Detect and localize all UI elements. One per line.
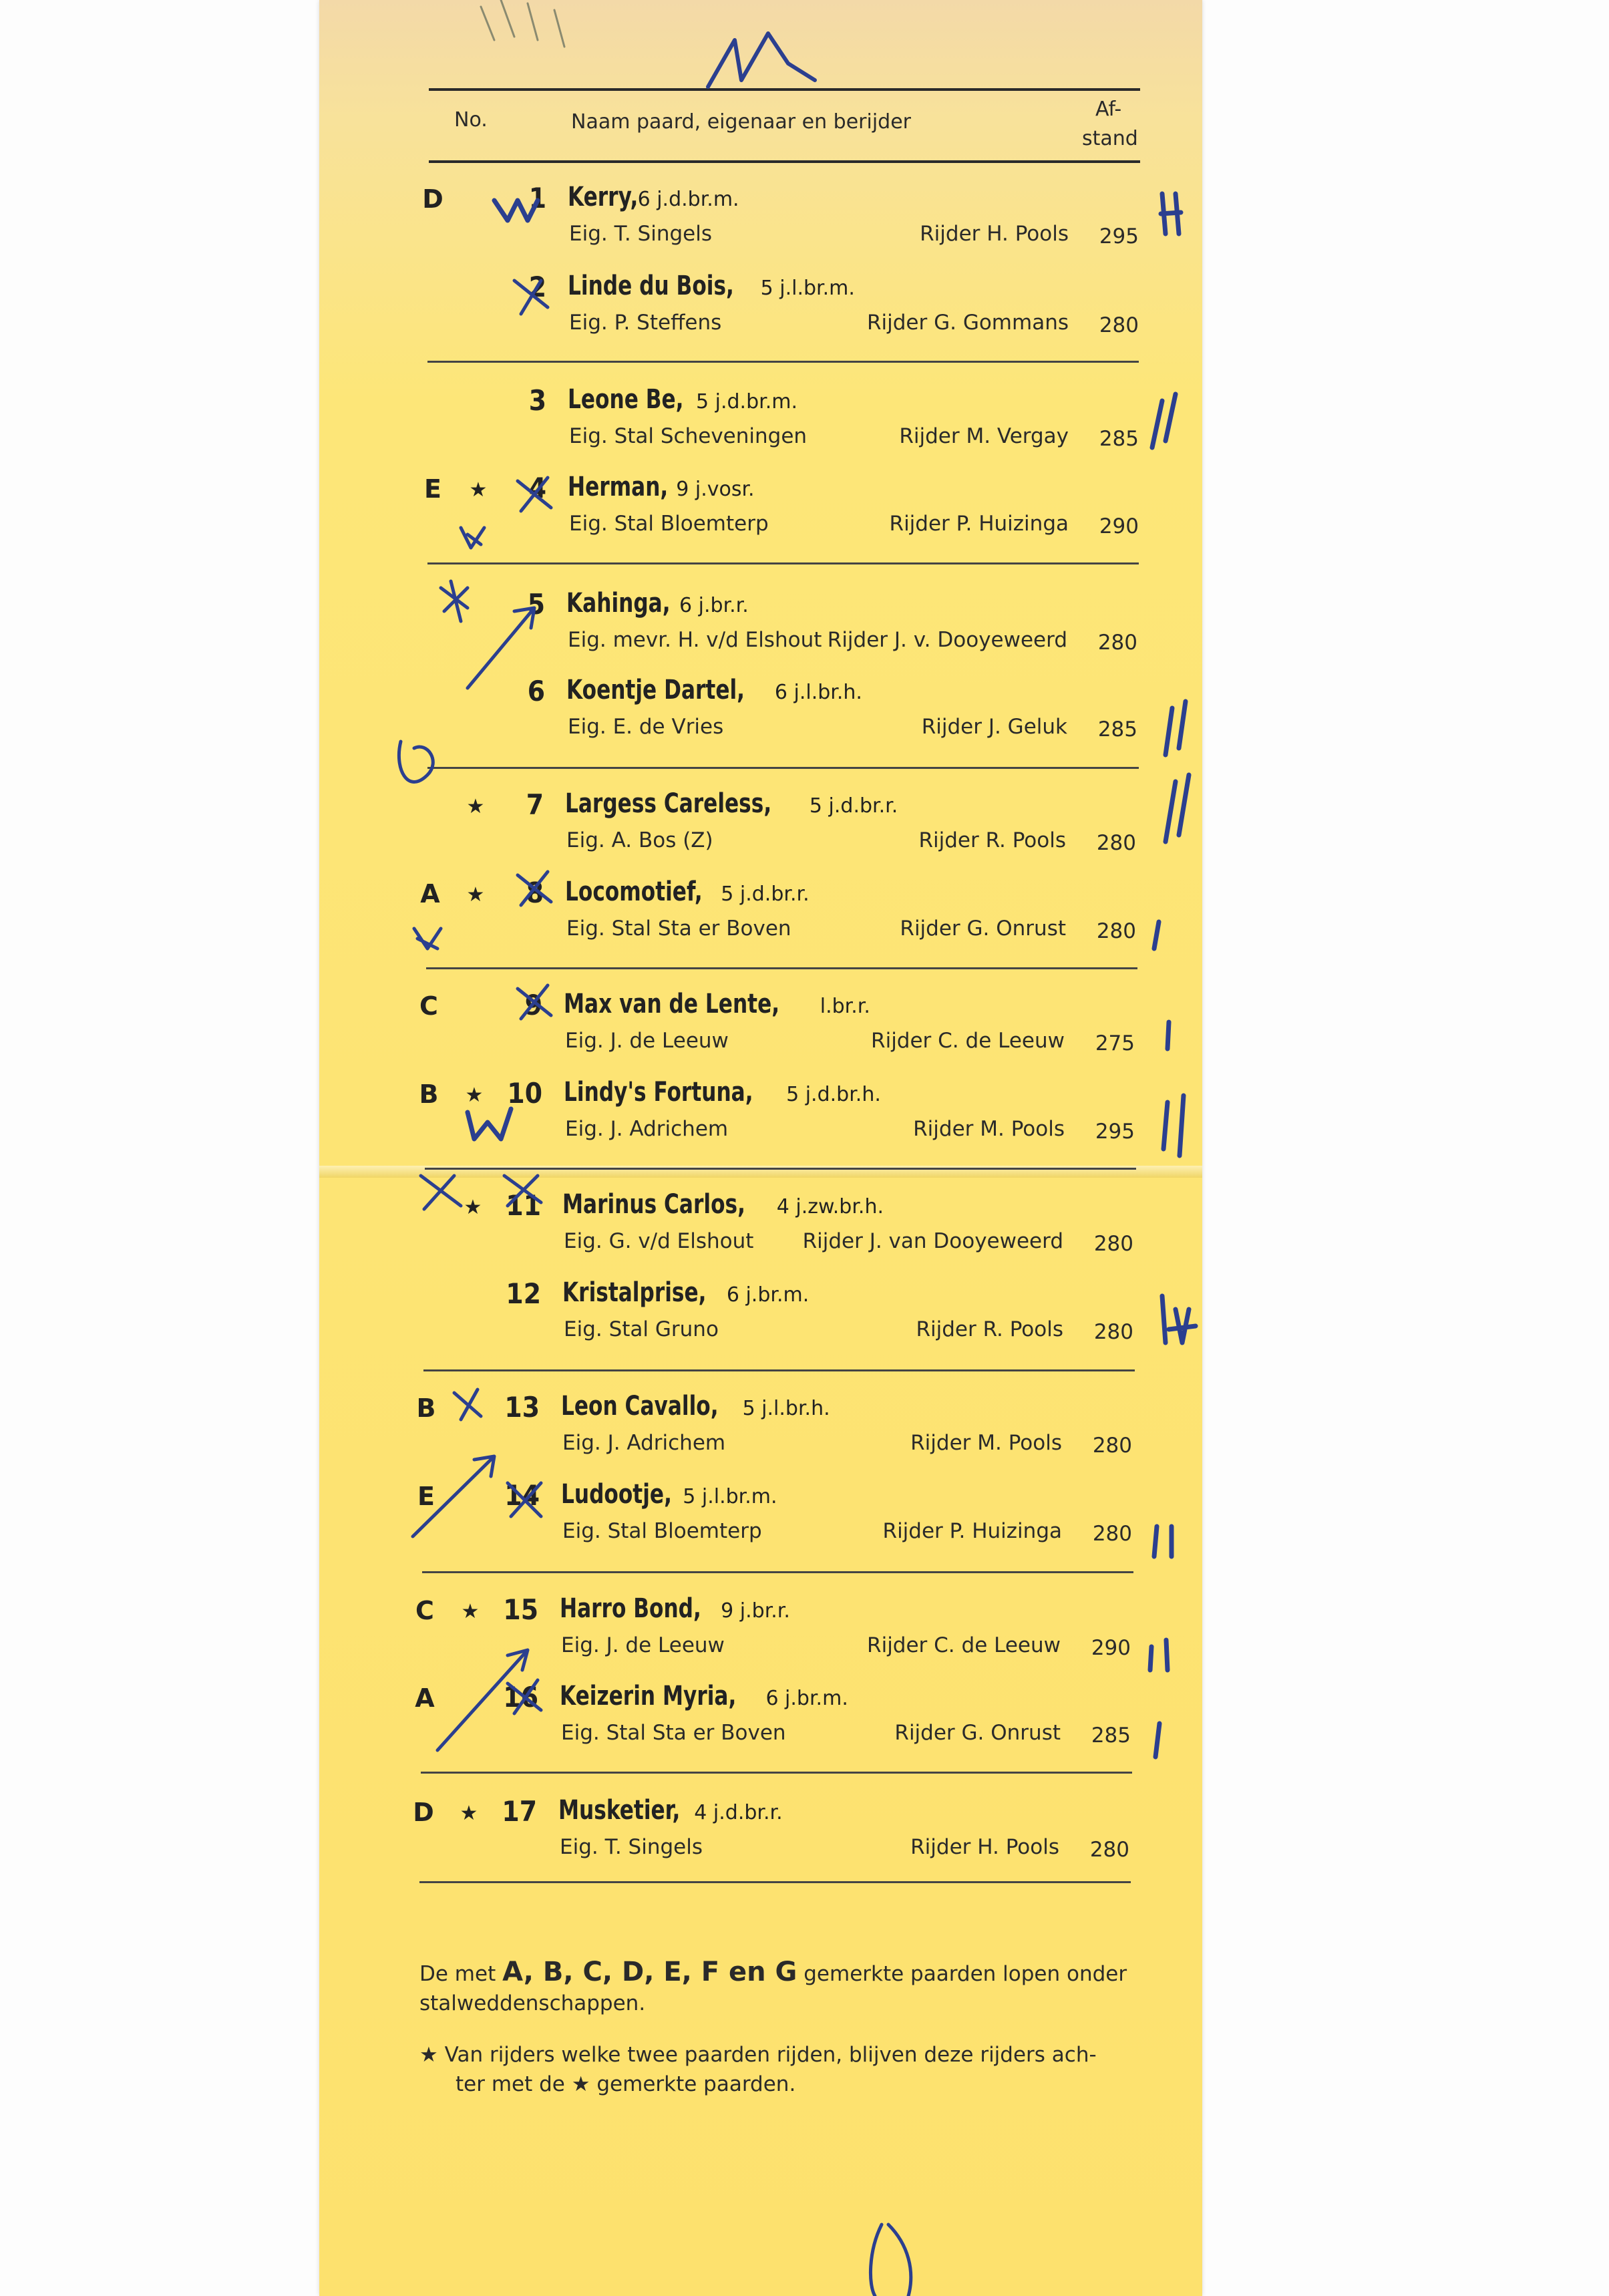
horse-name: Keizerin Myria,	[560, 1681, 737, 1711]
rider: Rijder J. Geluk	[921, 715, 1067, 739]
horse-description: 5 j.l.br.h.	[742, 1397, 830, 1420]
horse-description: 6 j.br.r.	[679, 594, 749, 617]
horse-name: Lindy's Fortuna,	[564, 1077, 753, 1108]
owner: Eig. T. Singels	[560, 1835, 703, 1859]
horse-name: Marinus Carlos,	[562, 1189, 745, 1220]
rider: Rijder C. de Leeuw	[871, 1029, 1065, 1053]
stable-letter: B	[419, 1080, 439, 1109]
horse-description: 5 j.d.br.m.	[696, 390, 797, 414]
footnote-text: gemerkte paarden.	[596, 2072, 796, 2096]
horse-number: 10	[507, 1077, 542, 1110]
header-col-distance-line1: Af-	[1095, 98, 1122, 121]
star-marker: ★	[466, 883, 485, 907]
horse-description: 9 j.vosr.	[676, 478, 755, 501]
rider: Rijder M. Pools	[910, 1431, 1062, 1455]
distance: 295	[1095, 1120, 1135, 1144]
horse-number: 11	[506, 1189, 541, 1222]
horse-name: Largess Careless,	[565, 788, 772, 819]
horse-number: 14	[504, 1479, 540, 1512]
rider: Rijder R. Pools	[916, 1317, 1063, 1341]
stable-letter: A	[420, 879, 440, 909]
horse-description: 6 j.br.m.	[726, 1283, 810, 1307]
horse-name: Locomotief,	[565, 876, 703, 907]
stable-letter: D	[422, 184, 443, 214]
horse-description: 5 j.d.br.h.	[786, 1083, 881, 1106]
horse-number: 13	[504, 1391, 540, 1424]
distance: 285	[1099, 427, 1139, 451]
rider: Rijder M. Vergay	[899, 424, 1069, 448]
horse-description: 4 j.d.br.r.	[694, 1801, 783, 1824]
stable-letter: A	[415, 1683, 435, 1713]
owner: Eig. T. Singels	[569, 222, 713, 246]
horse-name: Kahinga,	[566, 588, 671, 619]
horse-number: 6	[527, 675, 545, 707]
distance: 290	[1099, 514, 1139, 538]
rider: Rijder R. Pools	[918, 828, 1066, 852]
stable-letter: D	[413, 1798, 434, 1827]
owner: Eig. Stal Scheveningen	[569, 424, 808, 448]
horse-name: Ludootje,	[561, 1479, 672, 1510]
horse-number: 8	[526, 876, 544, 909]
horse-number: 7	[526, 788, 544, 821]
owner: Eig. Stal Gruno	[564, 1317, 719, 1341]
star-marker: ★	[466, 795, 485, 818]
distance: 275	[1095, 1031, 1135, 1055]
pen-mark-tally	[468, 194, 1196, 1757]
footnote-text: gemerkte paarden lopen onder	[803, 1962, 1127, 1986]
star-marker: ★	[461, 1600, 480, 1623]
owner: Eig. J. Adrichem	[562, 1431, 726, 1455]
pen-mark-top-scribble	[481, 0, 815, 87]
horse-name: Linde du Bois,	[568, 271, 734, 301]
header-col-distance-line2: stand	[1082, 127, 1138, 150]
rider: Rijder C. de Leeuw	[867, 1633, 1061, 1657]
pen-mark-crosses	[414, 281, 551, 1713]
horse-description: 4 j.zw.br.h.	[776, 1195, 884, 1218]
horse-description: 5 j.l.br.m.	[683, 1485, 777, 1508]
stable-letter: E	[424, 474, 441, 504]
distance: 280	[1093, 1320, 1133, 1344]
rider: Rijder G. Onrust	[900, 917, 1066, 941]
distance: 280	[1096, 831, 1136, 855]
horse-description: 9 j.br.r.	[721, 1599, 790, 1623]
distance: 280	[1097, 631, 1137, 655]
star-marker: ★	[419, 2043, 438, 2067]
horse-description: 5 j.d.br.r.	[809, 794, 898, 818]
distance: 280	[1093, 1232, 1133, 1256]
horse-number: 2	[528, 271, 546, 303]
owner: Eig. J. de Leeuw	[565, 1029, 729, 1053]
owner: Eig. E. de Vries	[568, 715, 724, 739]
horse-number: 4	[528, 472, 546, 504]
star-marker: ★	[460, 1802, 478, 1825]
owner: Eig. G. v/d Elshout	[564, 1229, 754, 1253]
owner: Eig. J. Adrichem	[565, 1117, 729, 1141]
stable-letter: C	[419, 991, 438, 1021]
horse-name: Koentje Dartel,	[566, 675, 745, 705]
distance: 285	[1097, 717, 1137, 742]
star-marker: ★	[465, 1084, 484, 1107]
owner: Eig. J. de Leeuw	[561, 1633, 725, 1657]
distance: 295	[1099, 224, 1139, 249]
footnote-letters: A, B, C, D, E, F en G	[502, 1957, 797, 1987]
distance: 280	[1096, 919, 1136, 943]
horse-number: 15	[503, 1593, 538, 1626]
horse-description: 6 j.d.br.m.	[637, 188, 739, 211]
horse-number: 5	[527, 588, 545, 621]
star-marker: ★	[571, 2072, 590, 2096]
star-marker: ★	[464, 1196, 482, 1219]
rider: Rijder P. Huizinga	[889, 512, 1069, 536]
distance: 280	[1092, 1522, 1132, 1546]
rider: Rijder H. Pools	[920, 222, 1069, 246]
distance: 280	[1099, 313, 1139, 337]
owner: Eig. P. Steffens	[569, 311, 722, 335]
distance: 285	[1091, 1724, 1131, 1748]
stable-letter: E	[417, 1482, 435, 1511]
owner: Eig. mevr. H. v/d Elshout	[568, 628, 822, 652]
distance: 280	[1092, 1434, 1132, 1458]
rider: Rijder G. Gommans	[866, 311, 1069, 335]
owner: Eig. Stal Bloemterp	[562, 1519, 762, 1543]
pen-mark-loops	[399, 742, 910, 2296]
footnote-text: stalweddenschappen.	[419, 1991, 646, 2015]
footnote-text: Van rijders welke twee paarden rijden, blijven deze rijders ach-	[444, 2043, 1097, 2067]
owner: Eig. A. Bos (Z)	[566, 828, 713, 852]
horse-number: 17	[502, 1795, 537, 1828]
rider: Rijder J. v. Dooyeweerd	[827, 628, 1067, 652]
stable-letter: B	[416, 1393, 436, 1423]
horse-name: Musketier,	[558, 1795, 681, 1826]
horse-name: Leon Cavallo,	[561, 1391, 719, 1422]
star-marker: ★	[469, 478, 488, 502]
horse-name: Leone Be,	[568, 384, 684, 415]
rider: Rijder G. Onrust	[894, 1721, 1061, 1745]
horse-number: 9	[524, 989, 542, 1021]
horse-description: 6 j.br.m.	[765, 1687, 848, 1710]
distance: 290	[1091, 1636, 1131, 1660]
rider: Rijder P. Huizinga	[882, 1519, 1062, 1543]
rider: Rijder J. van Dooyeweerd	[802, 1229, 1063, 1253]
header-col-no: No.	[454, 108, 488, 132]
horse-description: 5 j.d.br.r.	[721, 882, 810, 906]
horse-name: Harro Bond,	[560, 1593, 701, 1624]
horse-description: 6 j.l.br.h.	[774, 681, 862, 704]
rider: Rijder H. Pools	[910, 1835, 1059, 1859]
owner: Eig. Stal Sta er Boven	[561, 1721, 786, 1745]
horse-number: 16	[503, 1681, 538, 1713]
pen-mark-arrows	[413, 608, 534, 1750]
stable-letter: C	[415, 1596, 434, 1625]
owner: Eig. Stal Sta er Boven	[566, 917, 791, 941]
footnote-text: De met	[419, 1962, 496, 1986]
footnote-text: ter met de	[456, 2072, 565, 2096]
horse-number: 3	[528, 384, 546, 417]
horse-name: Max van de Lente,	[564, 989, 780, 1019]
horse-description: l.br.r.	[820, 995, 870, 1018]
horse-number: 1	[528, 182, 546, 214]
header-col-name: Naam paard, eigenaar en berijder	[571, 110, 911, 134]
horse-name: Herman,	[568, 472, 669, 502]
rider: Rijder M. Pools	[913, 1117, 1065, 1141]
owner: Eig. Stal Bloemterp	[569, 512, 769, 536]
distance: 280	[1089, 1838, 1129, 1862]
horse-number: 12	[506, 1277, 541, 1310]
horse-description: 5 j.l.br.m.	[760, 277, 855, 300]
horse-name: Kerry,	[568, 182, 639, 212]
horse-name: Kristalprise,	[562, 1277, 707, 1308]
